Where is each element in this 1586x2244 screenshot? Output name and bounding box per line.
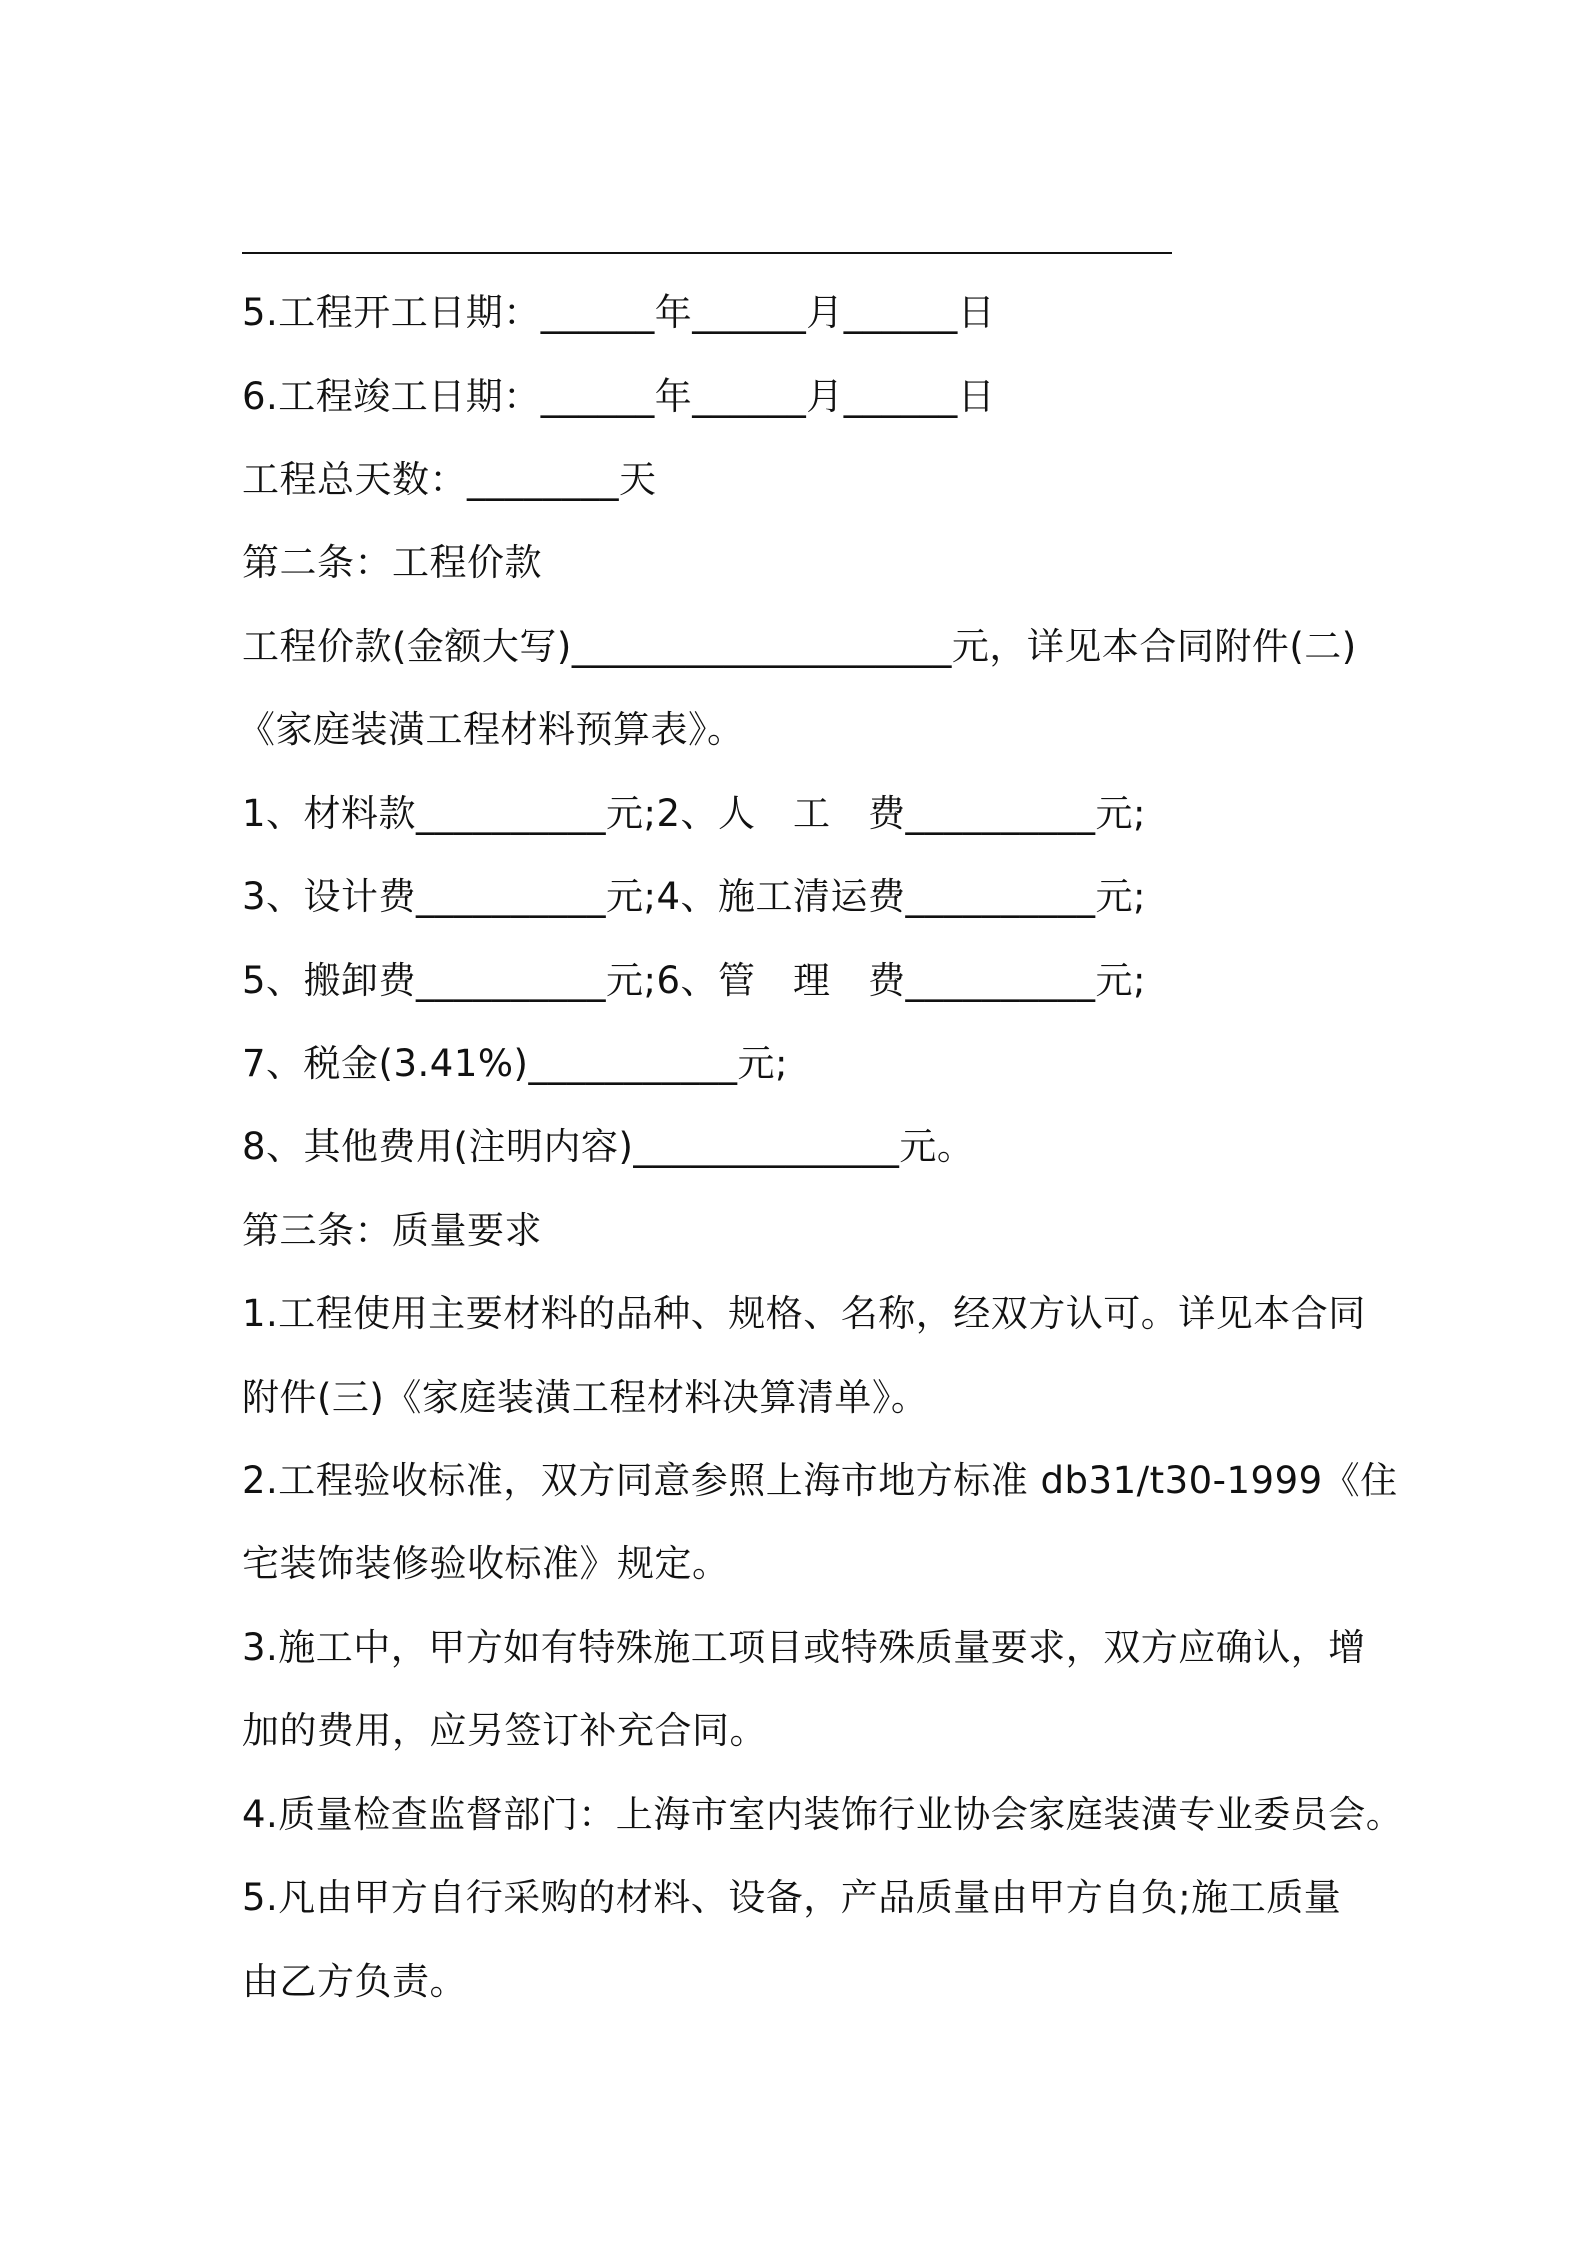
total-days-line: 工程总天数：________天	[242, 458, 657, 501]
article-two-heading: 第二条：工程价款	[242, 541, 542, 584]
quality-item-2: 2.工程验收标准，双方同意参照上海市地方标准 db31/t30-1999《住	[242, 1459, 1398, 1502]
fee-line-3-4: 3、设计费__________元;4、施工清运费__________元;	[242, 875, 1147, 918]
quality-item-5-cont: 由乙方负责。	[242, 1960, 467, 2003]
start-date-line: 5.工程开工日期：______年______月______日	[242, 291, 996, 334]
price-amount-line: 工程价款(金额大写)____________________元，详见本合同附件(二)	[242, 625, 1357, 668]
price-amount-line-cont: 《家庭装潢工程材料预算表》。	[238, 708, 745, 751]
quality-item-5: 5.凡由甲方自行采购的材料、设备，产品质量由甲方自负;施工质量	[242, 1876, 1342, 1919]
fee-line-1-2: 1、材料款__________元;2、人 工 费__________元;	[242, 792, 1147, 835]
top-blank-underline	[242, 252, 1172, 254]
other-fees-line: 8、其他费用(注明内容)______________元。	[242, 1125, 975, 1168]
quality-item-2-cont: 宅装饰装修验收标准》规定。	[242, 1542, 730, 1585]
quality-item-1: 1.工程使用主要材料的品种、规格、名称，经双方认可。详见本合同	[242, 1292, 1366, 1335]
quality-item-1-cont: 附件(三)《家庭装潢工程材料决算清单》。	[242, 1376, 929, 1419]
quality-item-4: 4.质量检查监督部门：上海市室内装饰行业协会家庭装潢专业委员会。	[242, 1793, 1404, 1836]
quality-item-3-cont: 加的费用，应另签订补充合同。	[242, 1709, 767, 1752]
completion-date-line: 6.工程竣工日期：______年______月______日	[242, 375, 996, 418]
article-three-heading: 第三条：质量要求	[242, 1209, 542, 1252]
tax-line: 7、税金(3.41%)___________元;	[242, 1042, 788, 1085]
quality-item-3: 3.施工中，甲方如有特殊施工项目或特殊质量要求，双方应确认，增	[242, 1626, 1366, 1669]
fee-line-5-6: 5、搬卸费__________元;6、管 理 费__________元;	[242, 959, 1147, 1002]
